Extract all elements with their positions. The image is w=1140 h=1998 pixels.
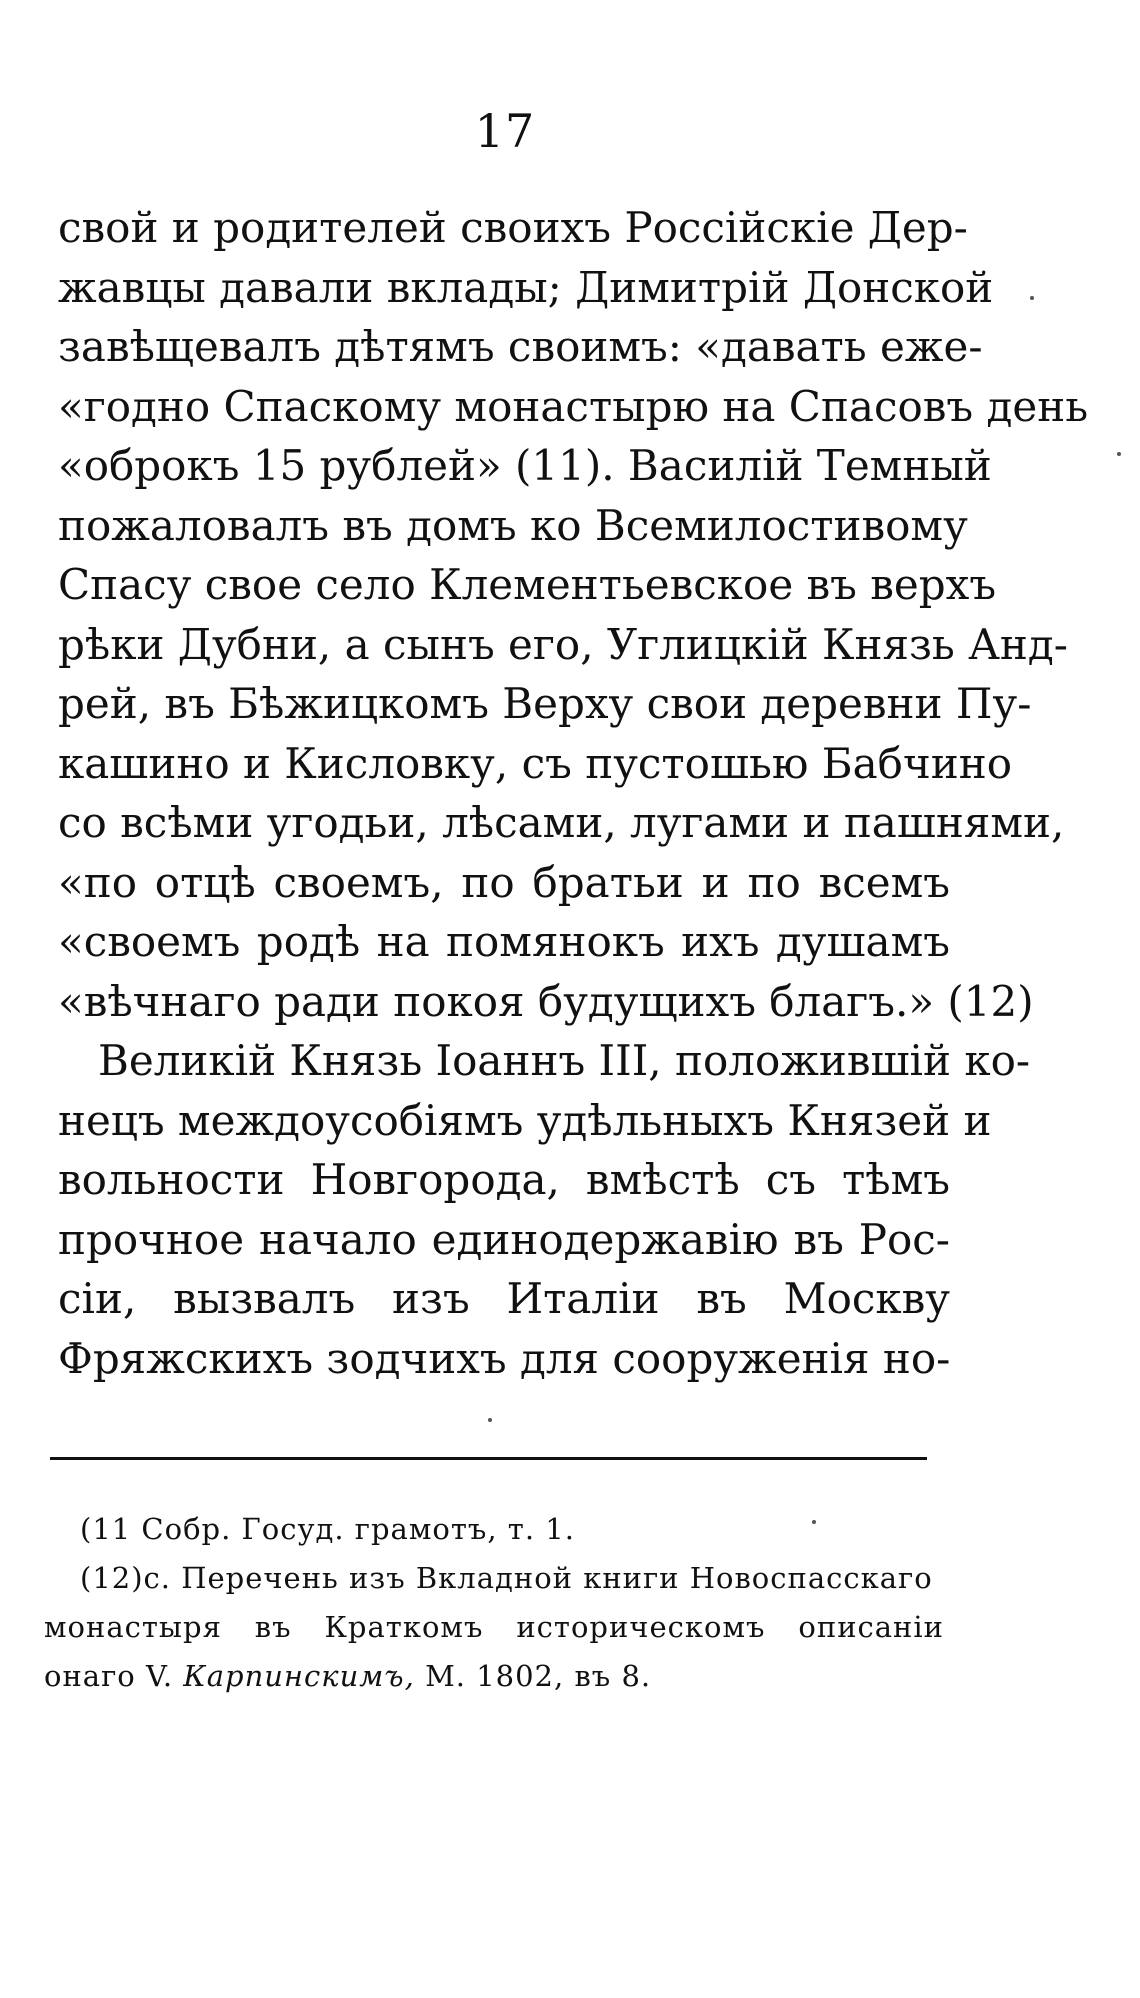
page-number: 17 bbox=[474, 104, 536, 158]
body-line: свой и родителей своихъ Россійскіе Дер- bbox=[58, 203, 968, 252]
body-line: нецъ междоусобіямъ удѣльныхъ Князей и bbox=[58, 1095, 992, 1145]
print-speck bbox=[812, 1520, 816, 1524]
body-line: жавцы давали вклады; Димитрій Донской bbox=[58, 262, 994, 312]
citation-suffix: М. 1802, въ 8. bbox=[414, 1659, 652, 1693]
footnote-divider bbox=[50, 1457, 927, 1460]
body-line: со всѣми угодьи, лѣсами, лугами и пашнями, bbox=[58, 798, 1065, 847]
body-line: сіи, вызвалъ изъ Италіи въ Москву bbox=[58, 1274, 950, 1323]
body-text bbox=[58, 198, 1089, 1388]
body-line: кашино и Кисловку, съ пустошью Бабчино bbox=[58, 738, 1013, 788]
paragraph-start-line: Великій Князь Іоаннъ III, положившій ко- bbox=[98, 1036, 1031, 1085]
body-line: вольности Новгорода, вмѣстѣ съ тѣмъ bbox=[58, 1155, 950, 1204]
print-speck bbox=[1117, 452, 1121, 456]
body-line: завѣщевалъ дѣтямъ своимъ: «давать еже- bbox=[58, 322, 983, 371]
body-line: рей, въ Бѣжицкомъ Верху свои деревни Пу- bbox=[58, 679, 1032, 728]
footnote-12-continuation: монастыря въ Краткомъ историческомъ описаніи bbox=[44, 1610, 944, 1644]
print-speck bbox=[1030, 296, 1034, 300]
body-line: прочное начало единодержавію въ Рос- bbox=[58, 1214, 950, 1264]
body-line: пожаловалъ въ домъ ко Всемилостивому bbox=[58, 500, 968, 550]
body-line: рѣки Дубни, а сынъ его, Углицкій Князь Анд- bbox=[58, 619, 1068, 669]
footnote-12-citation bbox=[44, 1652, 944, 1701]
citation-prefix: онаго V. bbox=[44, 1659, 184, 1693]
footnote-11: (11 Собр. Госуд. грамотъ, т. 1. bbox=[80, 1512, 575, 1546]
body-line: Спасу свое село Клементьевское въ верхъ bbox=[58, 560, 997, 609]
body-line: «по отцѣ своемъ, по братьи и по всемъ bbox=[58, 857, 950, 907]
citation-author: Карпинскимъ, bbox=[183, 1659, 415, 1693]
footnotes bbox=[44, 1505, 944, 1701]
body-line: «своемъ родѣ на помянокъ ихъ душамъ bbox=[58, 917, 950, 966]
body-line: Фряжскихъ зодчихъ для сооруженія но- bbox=[58, 1333, 951, 1383]
body-line: «оброкъ 15 рублей» (11). Василій Темный bbox=[58, 441, 992, 490]
print-speck bbox=[488, 1418, 492, 1422]
footnote-12: (12)с. Перечень изъ Вкладной книги Новоспасскаго bbox=[80, 1561, 933, 1595]
body-line: «вѣчнаго ради покоя будущихъ благъ.» (12) bbox=[58, 976, 1034, 1026]
body-line: «годно Спаскому монастырю на Спасовъ день bbox=[58, 381, 1089, 431]
